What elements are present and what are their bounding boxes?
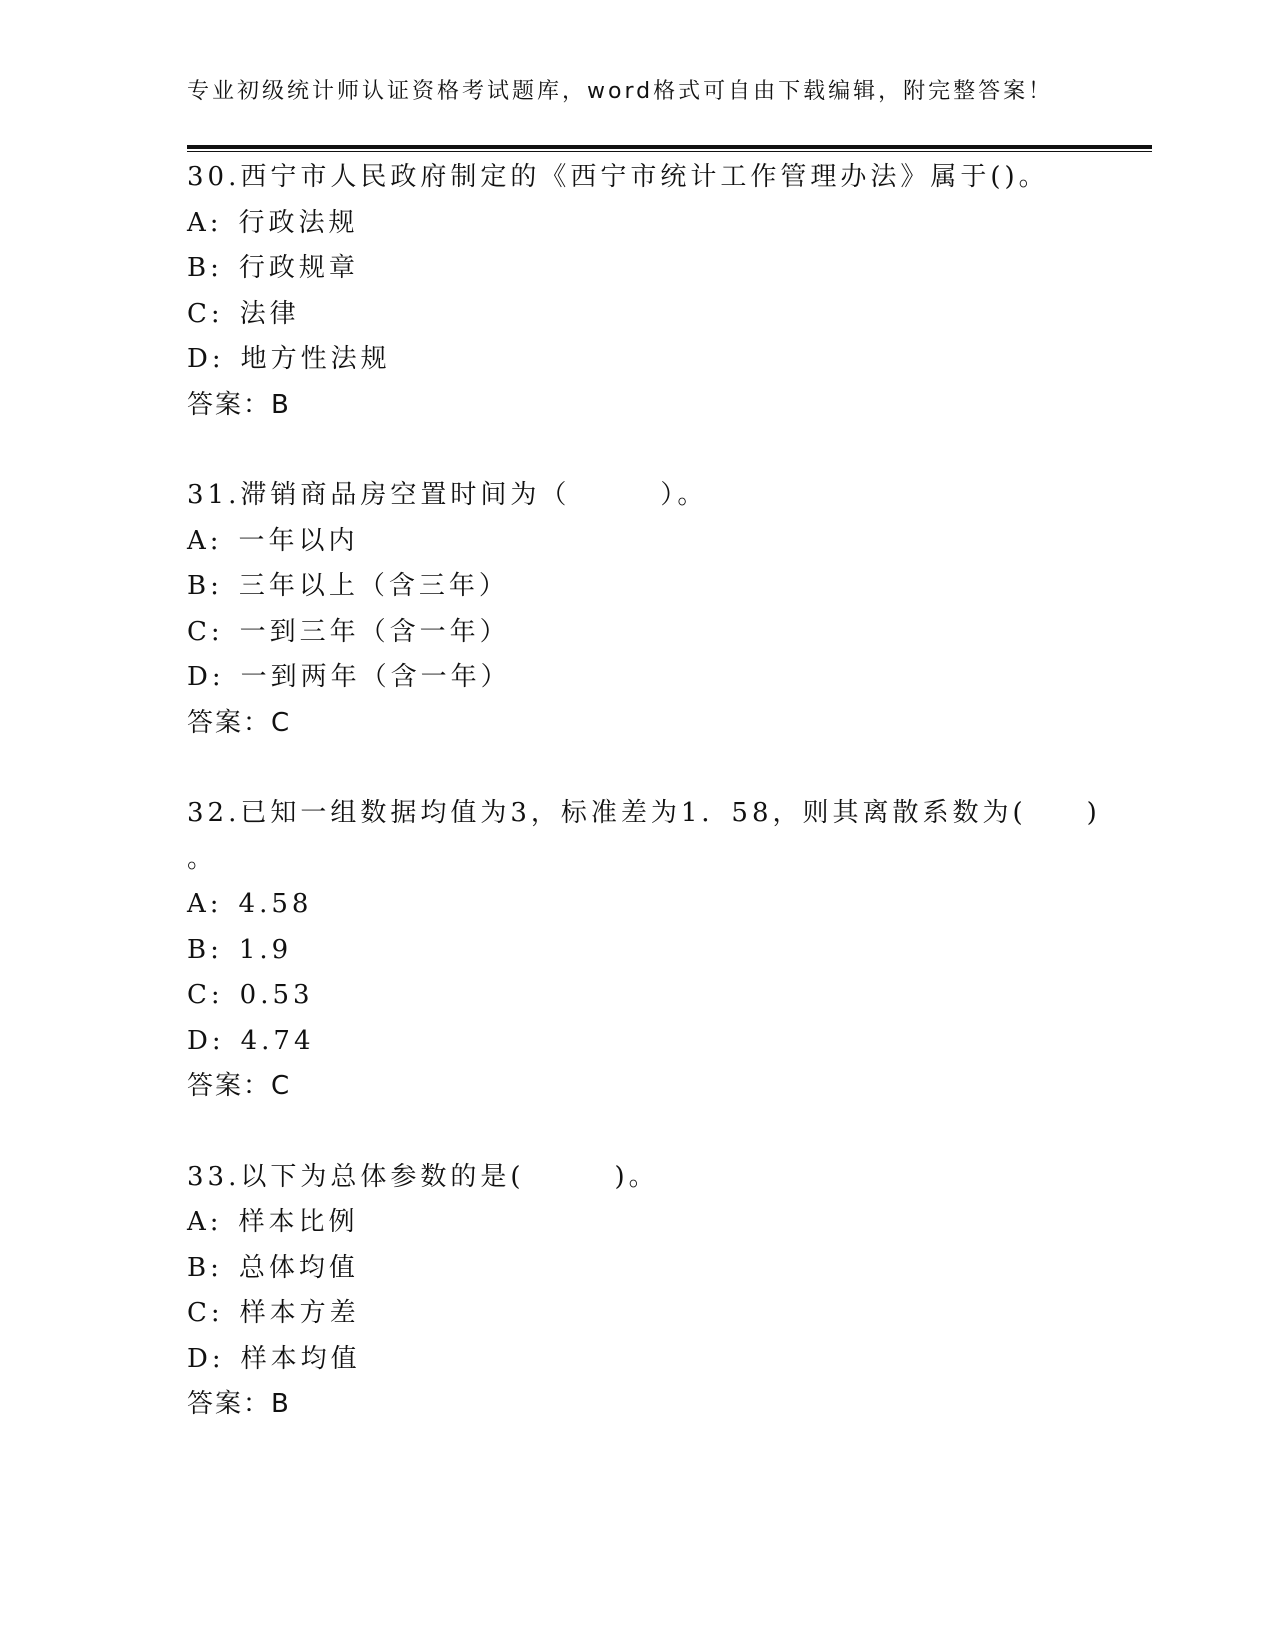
option-c [187, 610, 1117, 656]
answer-line: 答案：B [187, 389, 291, 420]
option-key: A: [187, 889, 223, 919]
option-key: C: [187, 980, 224, 1010]
question-32 [187, 791, 1117, 1110]
header-rule-thin [187, 151, 1152, 152]
option-text: 样本方差 [239, 1298, 360, 1328]
question-stem: 32.已知一组数据均值为3，标准差为1．58，则其离散系数为( ) [187, 798, 1101, 828]
option-c [187, 1291, 1117, 1337]
answer-line: 答案：C [187, 707, 292, 738]
answer-line: 答案：C [187, 1071, 292, 1101]
option-key: B: [187, 253, 223, 283]
option-text: 0.53 [239, 980, 314, 1010]
question-list [187, 155, 1117, 1473]
option-b [187, 1246, 1117, 1292]
option-key: D: [187, 1343, 225, 1374]
option-d [187, 1337, 1117, 1383]
option-key: C: [187, 298, 224, 329]
question-stem: 30.西宁市人民政府制定的《西宁市统计工作管理办法》属于()。 [187, 162, 1049, 192]
option-text: 1.9 [238, 934, 293, 965]
question-33 [187, 1155, 1117, 1428]
option-text: 地方性法规 [240, 344, 391, 374]
option-a [187, 201, 1117, 247]
question-stem: 31.滞销商品房空置时间为（ ）。 [187, 480, 708, 510]
option-key: C: [187, 616, 224, 647]
option-key: D: [187, 1025, 225, 1056]
option-key: B: [187, 1252, 223, 1283]
option-a [187, 519, 1117, 565]
option-text: 4.58 [238, 889, 313, 919]
option-key: C: [187, 1298, 224, 1328]
question-stem: 33.以下为总体参数的是( )。 [187, 1161, 659, 1192]
option-key: D: [187, 662, 225, 692]
option-text: 行政法规 [238, 207, 359, 238]
option-key: B: [187, 571, 223, 601]
option-b [187, 246, 1117, 292]
option-a [187, 1200, 1117, 1246]
option-text: 法律 [239, 298, 300, 329]
question-31 [187, 473, 1117, 746]
question-stem-continuation: 。 [187, 843, 218, 874]
option-key: D: [187, 344, 225, 374]
option-text: 一到三年（含一年） [239, 616, 510, 647]
option-key: A: [187, 525, 223, 556]
option-key: B: [187, 934, 223, 965]
option-key: A: [187, 207, 223, 238]
option-b [187, 928, 1117, 974]
option-key: A: [187, 1207, 223, 1237]
answer-line: 答案：B [187, 1389, 291, 1419]
option-text: 4.74 [240, 1025, 315, 1056]
page-header: 专业初级统计师认证资格考试题库，word格式可自由下载编辑，附完整答案！ [187, 79, 1054, 104]
option-c [187, 973, 1117, 1019]
option-text: 行政规章 [238, 253, 359, 283]
option-text: 样本比例 [238, 1207, 359, 1237]
option-text: 一年以内 [238, 525, 359, 556]
option-b [187, 564, 1117, 610]
option-text: 一到两年（含一年） [240, 662, 511, 692]
option-d [187, 1019, 1117, 1065]
option-text: 三年以上（含三年） [238, 571, 509, 601]
option-a [187, 882, 1117, 928]
option-text: 样本均值 [240, 1343, 361, 1374]
header-rule-thick [187, 145, 1152, 149]
option-text: 总体均值 [238, 1252, 359, 1283]
option-d [187, 655, 1117, 701]
option-d [187, 337, 1117, 383]
option-c [187, 292, 1117, 338]
question-30 [187, 155, 1117, 428]
